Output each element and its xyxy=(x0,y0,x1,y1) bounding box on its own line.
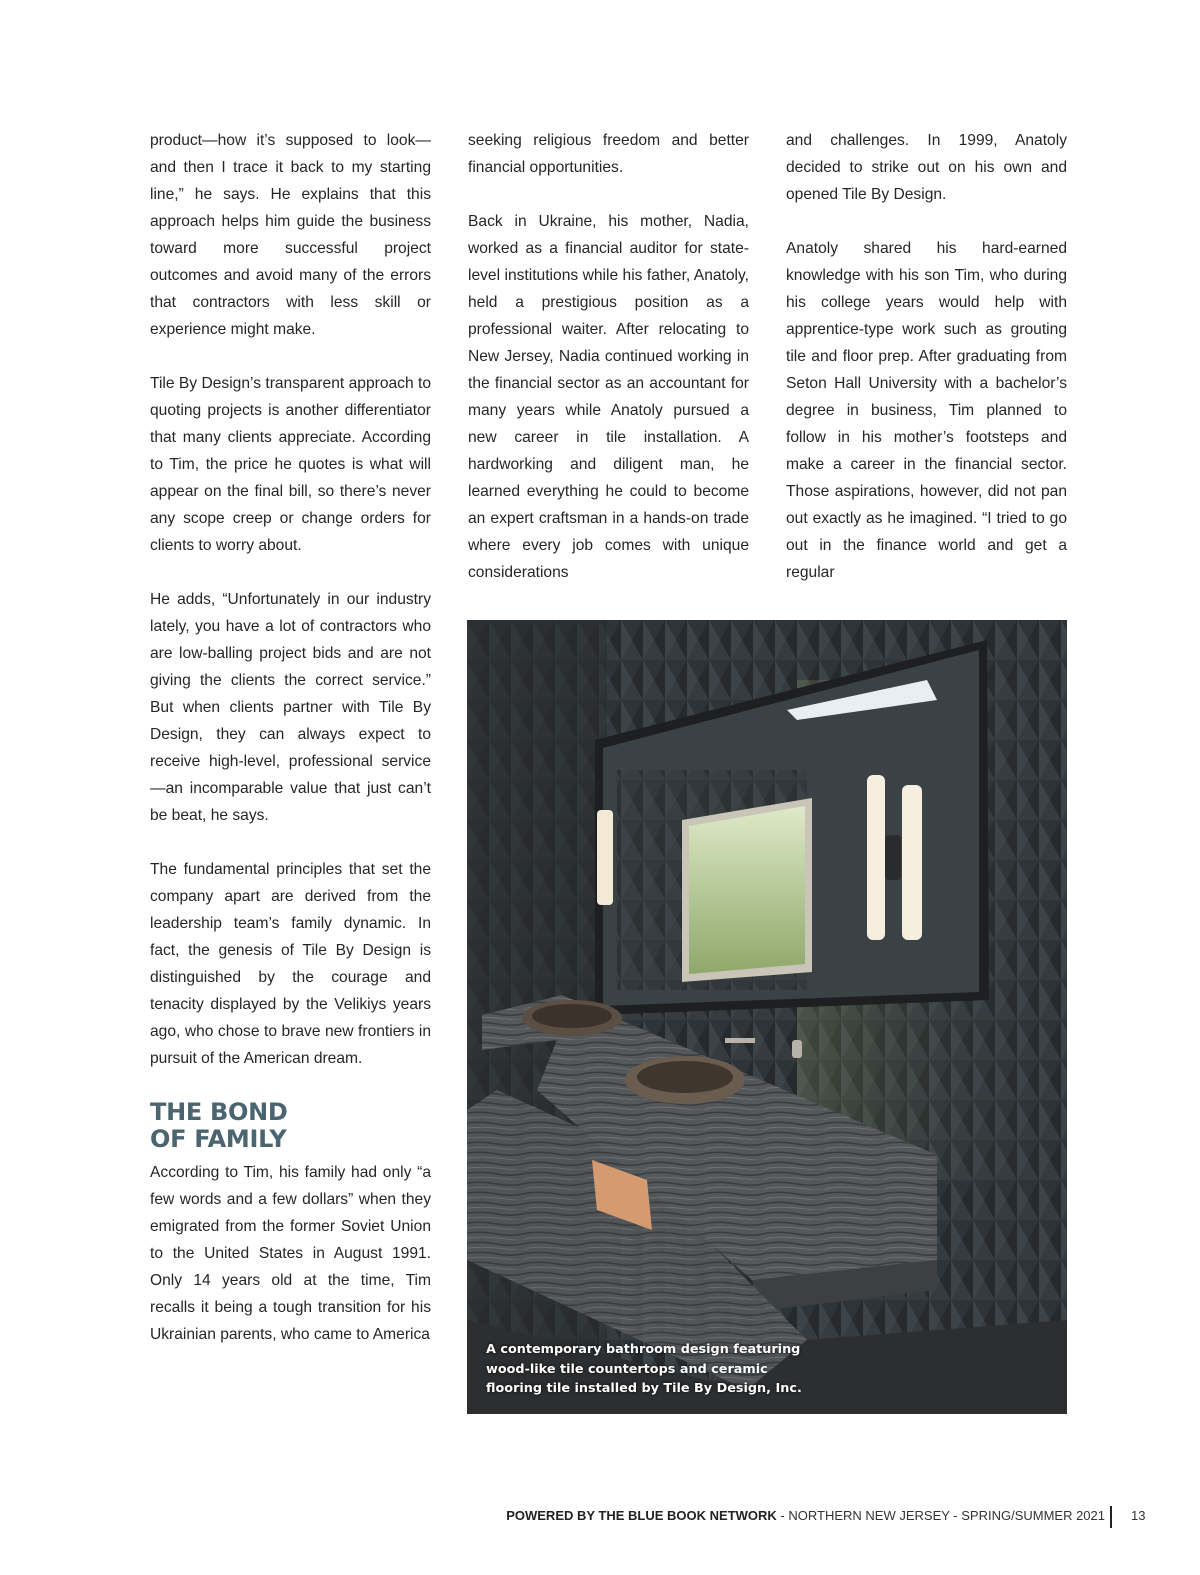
page-footer xyxy=(0,1506,1150,1526)
paragraph: product—how it’s supposed to look—and then I trace it back to my starting line,” he says. He explains that this approach helps him guide the business toward more successful project outcomes and avoid many of the errors that contractors with less skill or experience might make. xyxy=(150,132,431,338)
footer-text xyxy=(506,1508,1105,1523)
paragraph: Anatoly shared his hard-earned knowledge with his son Tim, who during his college years would help with apprentice-type work such as grouting tile and floor prep. After graduating from Seton Hall University with a bachelor’s degree in business, Tim planned to follow in his mother’s footsteps and make a career in the financial sector. Those aspirations, however, did not pan out exactly as he imagined. “I tried to go out in the finance world and get a regular xyxy=(786,240,1067,581)
footer-publisher: POWERED BY THE BLUE BOOK NETWORK xyxy=(506,1508,777,1523)
photo-caption: A contemporary bathroom design featuring wood-like tile countertops and ceramic flooring tile installed by Tile By Design, Inc. xyxy=(486,1342,802,1396)
footer-divider xyxy=(1110,1506,1112,1528)
bathroom-illustration xyxy=(467,620,1067,1414)
paragraph: Back in Ukraine, his mother, Nadia, worked as a financial auditor for state-level institutions while his father, Anatoly, held a prestigious position as a professional waiter. After relocating to New Jersey, Nadia continued working in the financial sector as an accountant for many years while Anatoly pursued a new career in tile installation. A hardworking and diligent man, he learned everything he could to become an expert craftsman in a hands-on trade where every job comes with unique considerations xyxy=(468,213,749,581)
paragraph: seeking religious freedom and better financial opportunities. xyxy=(468,132,749,176)
paragraph: The fundamental principles that set the company apart are derived from the leadership team’s family dynamic. In fact, the genesis of Tile By Design is distinguished by the courage and tenacity displayed by the Velikiys years ago, who chose to brave new frontiers in pursuit of the American dream. xyxy=(150,861,431,1067)
page-number: 13 xyxy=(1131,1508,1146,1523)
section-heading-line-1: THE BOND xyxy=(150,1098,288,1126)
article-column-2 xyxy=(468,127,749,613)
article-column-3 xyxy=(786,127,1067,613)
section-heading-line-2: OF FAMILY xyxy=(150,1125,287,1153)
paragraph: Tile By Design’s transparent approach to quoting projects is another differentiator that many clients appreciate. According to Tim, the price he quotes is what will appear on the final bill, so there’s never any scope creep or change orders for clients to worry about. xyxy=(150,375,431,554)
article-column-1 xyxy=(150,127,431,1375)
footer-edition: - NORTHERN NEW JERSEY - SPRING/SUMMER 2021 xyxy=(776,1508,1105,1523)
paragraph: and challenges. In 1999, Anatoly decided to strike out on his own and opened Tile By Design. xyxy=(786,132,1067,203)
section-heading xyxy=(150,1099,431,1153)
bathroom-photo xyxy=(467,620,1067,1414)
paragraph: According to Tim, his family had only “a few words and a few dollars” when they emigrated from the former Soviet Union to the United States in August 1991. Only 14 years old at the time, Tim recalls it being a tough transition for his Ukrainian parents, who came to America xyxy=(150,1164,431,1343)
paragraph: He adds, “Unfortunately in our industry lately, you have a lot of contractors who are low-balling project bids and are not giving the clients the correct service.” But when clients partner with Tile By Design, they can always expect to receive high-level, professional service—an incomparable value that just can’t be beat, he says. xyxy=(150,591,431,824)
